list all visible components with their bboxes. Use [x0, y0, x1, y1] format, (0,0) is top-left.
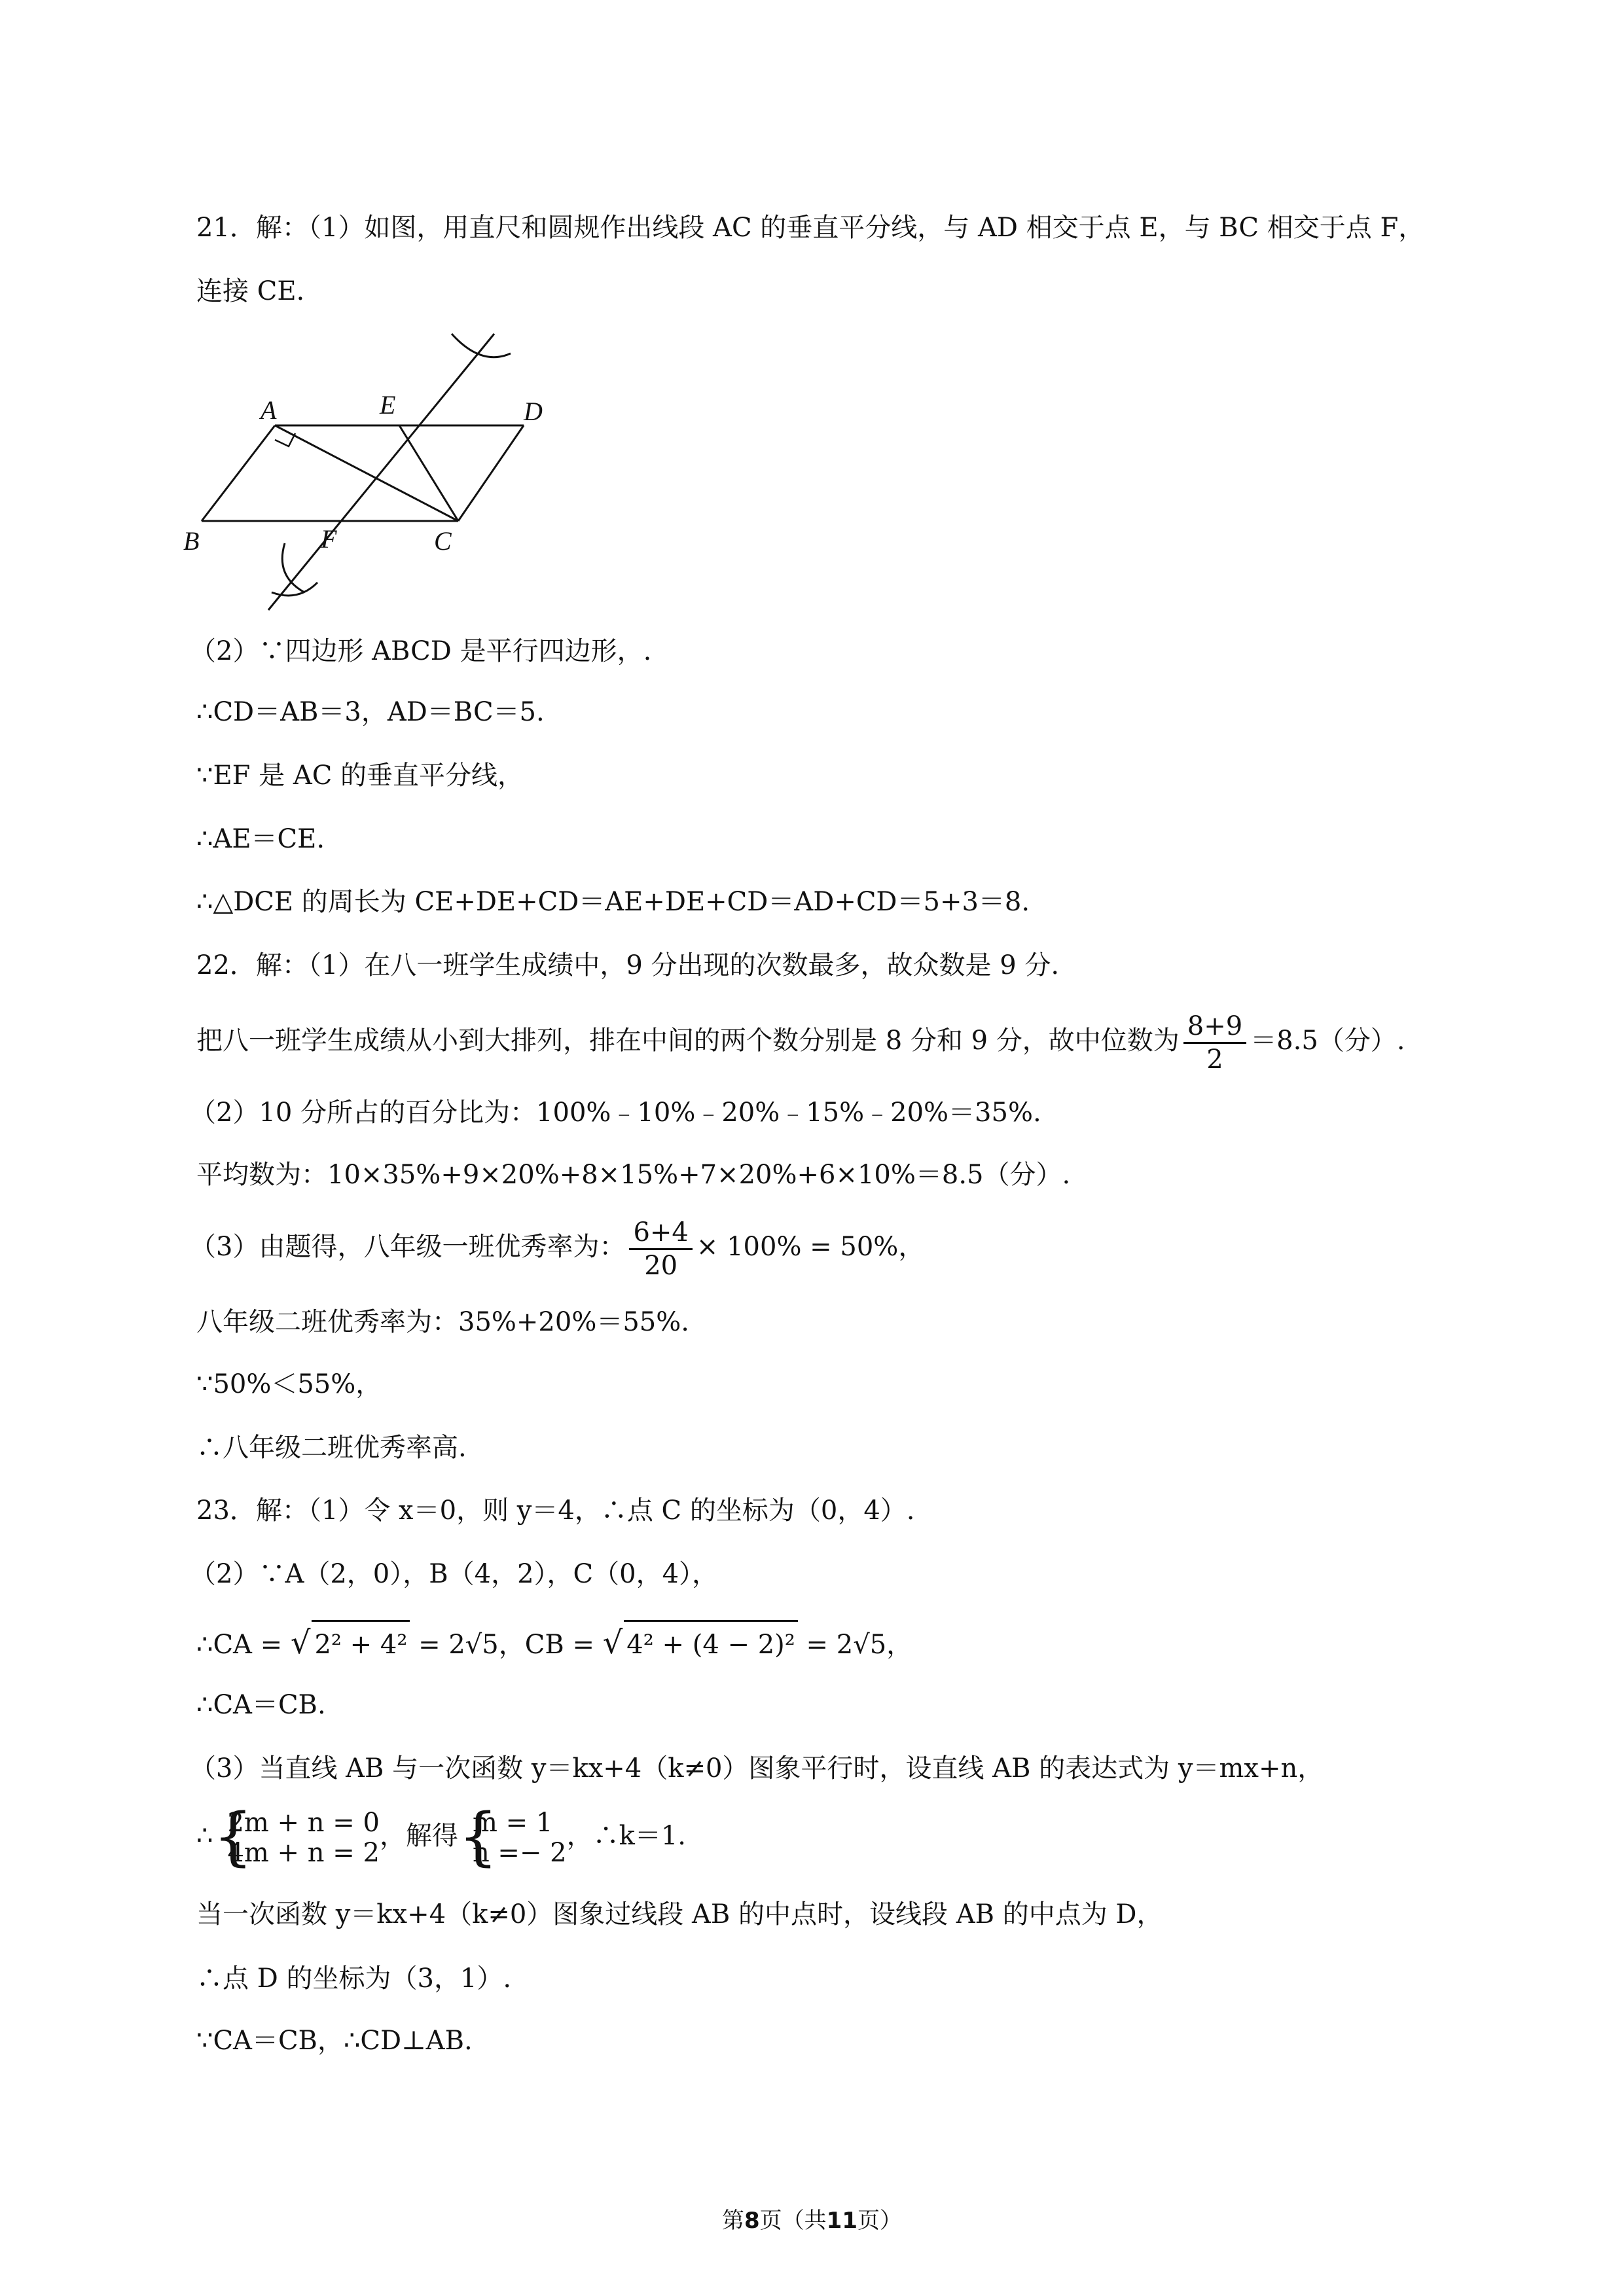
q22-line-1: 22．解：（1）在八一班学生成绩中，9 分出现的次数最多，故众数是 9 分.	[196, 950, 1060, 980]
parallelogram-figure	[183, 327, 589, 615]
q22-line-2-text: 把八一班学生成绩从小到大排列，排在中间的两个数分别是 8 分和 9 分，故中位数为	[196, 1026, 1180, 1056]
q23-line-6-c: ，∴k＝1.	[566, 1821, 687, 1851]
label-d: D	[524, 397, 543, 426]
footer-mid: 页（共	[759, 2208, 827, 2234]
q22-line-3: （2）10 分所占的百分比为：100%﹣10%﹣20%﹣15%﹣20%＝35%.	[190, 1098, 1041, 1128]
q23-line-1: 23．解：（1）令 x＝0，则 y＝4，∴点 C 的坐标为（0，4）.	[196, 1496, 915, 1526]
footer-post: 页）	[857, 2208, 902, 2234]
q23-line-6-b: ，解得	[379, 1821, 458, 1851]
q21-line-2: 连接 CE.	[196, 276, 305, 306]
q23-line-2: （2）∵A（2，0），B（4，2），C（0，4），	[190, 1559, 719, 1589]
q22-line-2-result: ＝8.5（分）.	[1250, 1026, 1405, 1056]
median-fraction	[1183, 1011, 1246, 1075]
q23-line-9: ∵CA＝CB，∴CD⊥AB.	[196, 2026, 473, 2056]
sqrt-cb: 4² + (4 − 2)²	[624, 1620, 798, 1668]
q23-line-6-a: ∴	[196, 1821, 213, 1851]
sqrt-ca: 2² + 4²	[312, 1620, 410, 1668]
median-numerator: 8+9	[1183, 1011, 1246, 1044]
equation-system-2	[458, 1808, 567, 1868]
q23-line-3: ∴CA = √ 2² + 4² = 2√5，CB = √ 4² + (4 − 2)² = 2√5，	[196, 1620, 912, 1668]
q23-line-6	[196, 1803, 686, 1869]
q23-line-3-b: = 2√5，CB =	[410, 1630, 603, 1660]
label-a: A	[261, 395, 277, 425]
sol-1: { m = 1	[472, 1808, 553, 1838]
eq-2: 4m + n = 2	[227, 1838, 380, 1868]
page-footer	[0, 2202, 1624, 2234]
q22-line-6: 八年级二班优秀率为：35%+20%＝55%.	[196, 1307, 689, 1337]
q23-line-3-c: = 2√5，	[797, 1630, 913, 1660]
label-f: F	[321, 524, 337, 554]
footer-page-number: 8	[744, 2208, 760, 2234]
q22-line-8: ∴八年级二班优秀率高.	[196, 1433, 467, 1463]
label-b: B	[183, 526, 200, 556]
q22-line-4: 平均数为：10×35%+9×20%+8×15%+7×20%+6×10%＝8.5（分）.	[196, 1160, 1071, 1190]
q21-line-4: ∴CD＝AB＝3，AD＝BC＝5.	[196, 697, 545, 727]
sol-2: n =− 2	[472, 1838, 567, 1868]
rate-denominator: 20	[644, 1250, 678, 1281]
q21-line-6: ∴AE＝CE.	[196, 824, 325, 854]
footer-pre: 第	[722, 2208, 744, 2234]
q23-line-3-a: ∴CA =	[196, 1630, 291, 1660]
footer-total-pages: 11	[826, 2208, 857, 2234]
eq-1: { 2m + n = 0	[227, 1808, 380, 1838]
q22-line-5-result: × 100% = 50%，	[696, 1232, 925, 1262]
rate-numerator: 6+4	[629, 1217, 692, 1250]
equation-system-1	[213, 1808, 379, 1868]
q22-line-5	[190, 1214, 924, 1282]
q22-line-2	[196, 1008, 1405, 1075]
q23-line-5: （3）当直线 AB 与一次函数 y＝kx+4（k≠0）图象平行时，设直线 AB 的表达式为 y＝mx+n，	[190, 1753, 1324, 1784]
label-c: C	[434, 526, 452, 556]
q21-line-7: ∴△DCE 的周长为 CE+DE+CD＝AE+DE+CD＝AD+CD＝5+3＝8.	[196, 887, 1030, 917]
q21-line-1: 21．解：（1）如图，用直尺和圆规作出线段 AC 的垂直平分线，与 AD 相交于点 E，与 BC 相交于点 F，	[196, 213, 1425, 243]
median-denominator: 2	[1206, 1044, 1223, 1075]
rate-fraction	[629, 1217, 692, 1282]
q23-line-8: ∴点 D 的坐标为（3，1）.	[196, 1964, 512, 1994]
q21-line-5: ∵EF 是 AC 的垂直平分线，	[196, 761, 524, 791]
q22-line-5-text: （3）由题得，八年级一班优秀率为：	[190, 1232, 626, 1262]
label-e: E	[380, 390, 396, 420]
q21-line-3: （2）∵四边形 ABCD 是平行四边形，.	[190, 636, 652, 666]
q22-line-7: ∵50%＜55%，	[196, 1369, 382, 1399]
q23-line-4: ∴CA＝CB.	[196, 1690, 326, 1720]
q23-line-7: 当一次函数 y＝kx+4（k≠0）图象过线段 AB 的中点时，设线段 AB 的中点为 D，	[196, 1899, 1163, 1929]
